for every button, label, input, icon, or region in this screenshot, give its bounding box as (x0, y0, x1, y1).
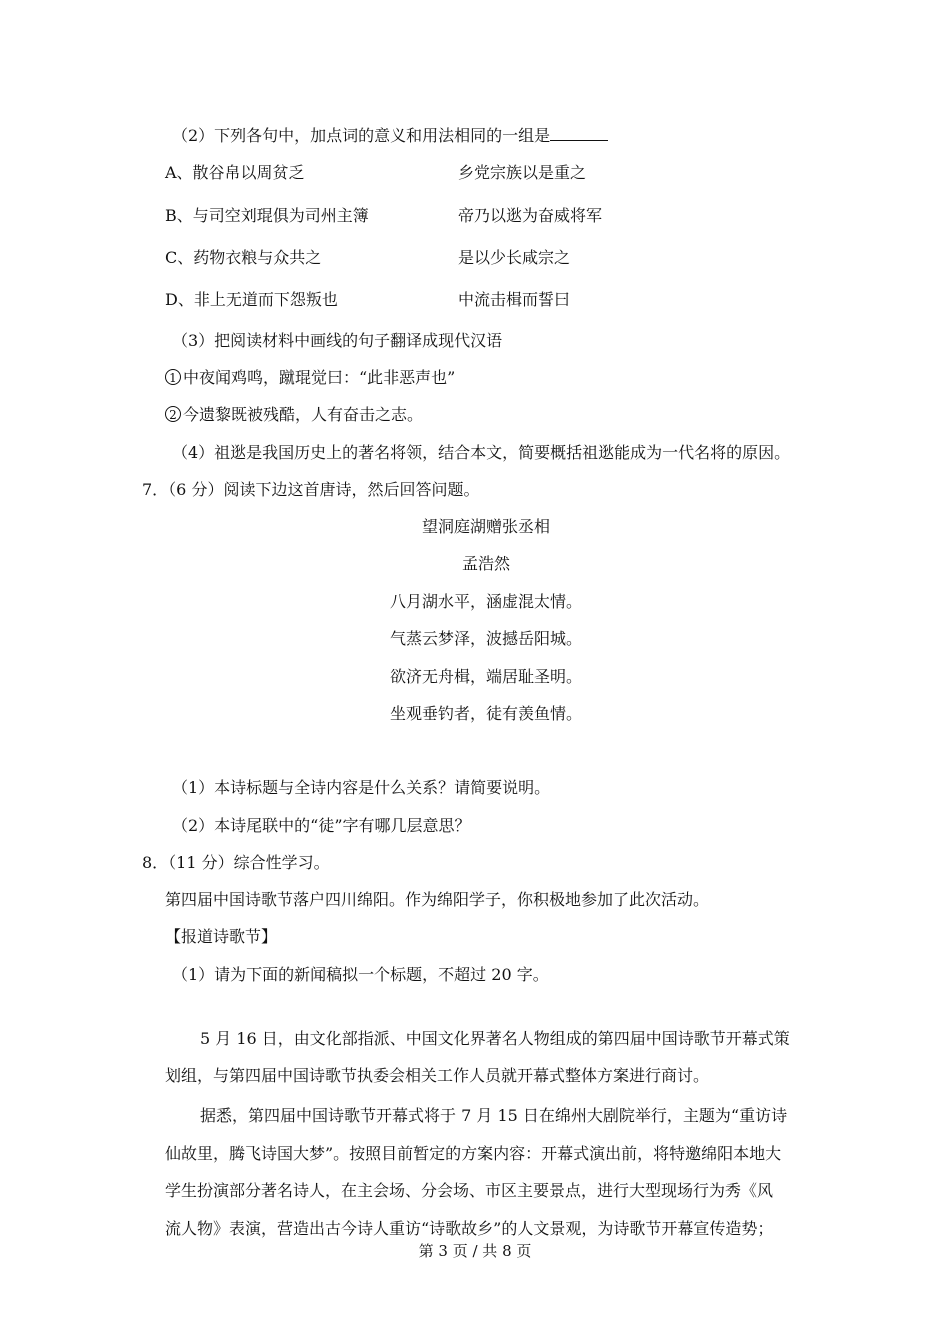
q7-heading: 7．（6 分）阅读下边这首唐诗，然后回答问题。 (142, 480, 480, 499)
news-paragraph-line: 学生扮演部分著名诗人，在主会场、分会场、市区主要景点，进行大型现场行为秀《风 (165, 1181, 774, 1200)
poem-author: 孟浩然 (461, 554, 510, 573)
circled-number: 2 (165, 406, 181, 422)
poem-title: 望洞庭湖赠张丞相 (421, 517, 550, 536)
q7-sub2: （2）本诗尾联中的“徒”字有哪几层意思？ (172, 816, 471, 835)
q8-section-title: 【报道诗歌节】 (165, 927, 278, 946)
q6-option-c-right: 是以少长咸宗之 (458, 248, 571, 267)
q6-option-b-left: B、与司空刘琨俱为司州主簿 (165, 206, 369, 225)
page-number: 第 3 页 / 共 8 页 (418, 1242, 532, 1260)
poem-line: 八月湖水平，涵虚混太情。 (389, 592, 582, 611)
q8-sub1: （1）请为下面的新闻稿拟一个标题，不超过 20 字。 (172, 965, 549, 984)
q6-option-d-left: D、非上无道而下怨叛也 (165, 290, 338, 309)
q6-option-b-right: 帝乃以逖为奋威将军 (458, 206, 603, 225)
q6-option-a-left: A、散谷帛以周贫乏 (165, 163, 305, 182)
q6-sub2-prompt: （2）下列各句中，加点词的意义和用法相同的一组是 (172, 124, 608, 147)
q6-option-a-right: 乡党宗族以是重之 (458, 163, 587, 182)
news-paragraph-line: 5 月 16 日，由文化部指派、中国文化界著名人物组成的第四届中国诗歌节开幕式策 (200, 1029, 790, 1048)
answer-blank[interactable] (550, 124, 608, 141)
q6-sub3-prompt: （3）把阅读材料中画线的句子翻译成现代汉语 (172, 331, 503, 350)
news-paragraph-line: 划组，与第四届中国诗歌节执委会相关工作人员就开幕式整体方案进行商讨。 (165, 1066, 710, 1085)
poem-line: 欲济无舟楫，端居耻圣明。 (389, 667, 582, 686)
q7-sub1: （1）本诗标题与全诗内容是什么关系？请简要说明。 (172, 778, 551, 797)
q6-option-d-right: 中流击楫而誓曰 (458, 290, 571, 309)
q6-sub4-prompt: （4）祖逖是我国历史上的著名将领，结合本文，简要概括祖逖能成为一代名将的原因。 (172, 443, 791, 462)
q6-option-c-left: C、药物衣粮与众共之 (165, 248, 322, 267)
news-paragraph-line: 据悉，第四届中国诗歌节开幕式将于 7 月 15 日在绵州大剧院举行，主题为“重访诗 (200, 1106, 788, 1125)
news-paragraph-line: 流人物》表演，营造出古今诗人重访“诗歌故乡”的人文景观，为诗歌节开幕宣传造势； (165, 1219, 774, 1238)
q6-sub3-item-1: 1 中夜闻鸡鸣，蹴琨觉曰：“此非恶声也” (165, 367, 455, 389)
circled-number: 1 (165, 369, 181, 385)
q8-intro: 第四届中国诗歌节落户四川绵阳。作为绵阳学子，你积极地参加了此次活动。 (165, 890, 710, 909)
poem-line: 坐观垂钓者，徒有羡鱼情。 (389, 704, 582, 723)
q6-sub3-item-2: 2 今遗黎既被残酷，人有奋击之志。 (165, 404, 423, 426)
news-paragraph-line: 仙故里，腾飞诗国大梦”。按照目前暂定的方案内容：开幕式演出前，将特邀绵阳本地大 (165, 1144, 782, 1163)
poem-line: 气蒸云梦泽，波撼岳阳城。 (389, 629, 582, 648)
q8-heading: 8．（11 分）综合性学习。 (142, 853, 330, 872)
